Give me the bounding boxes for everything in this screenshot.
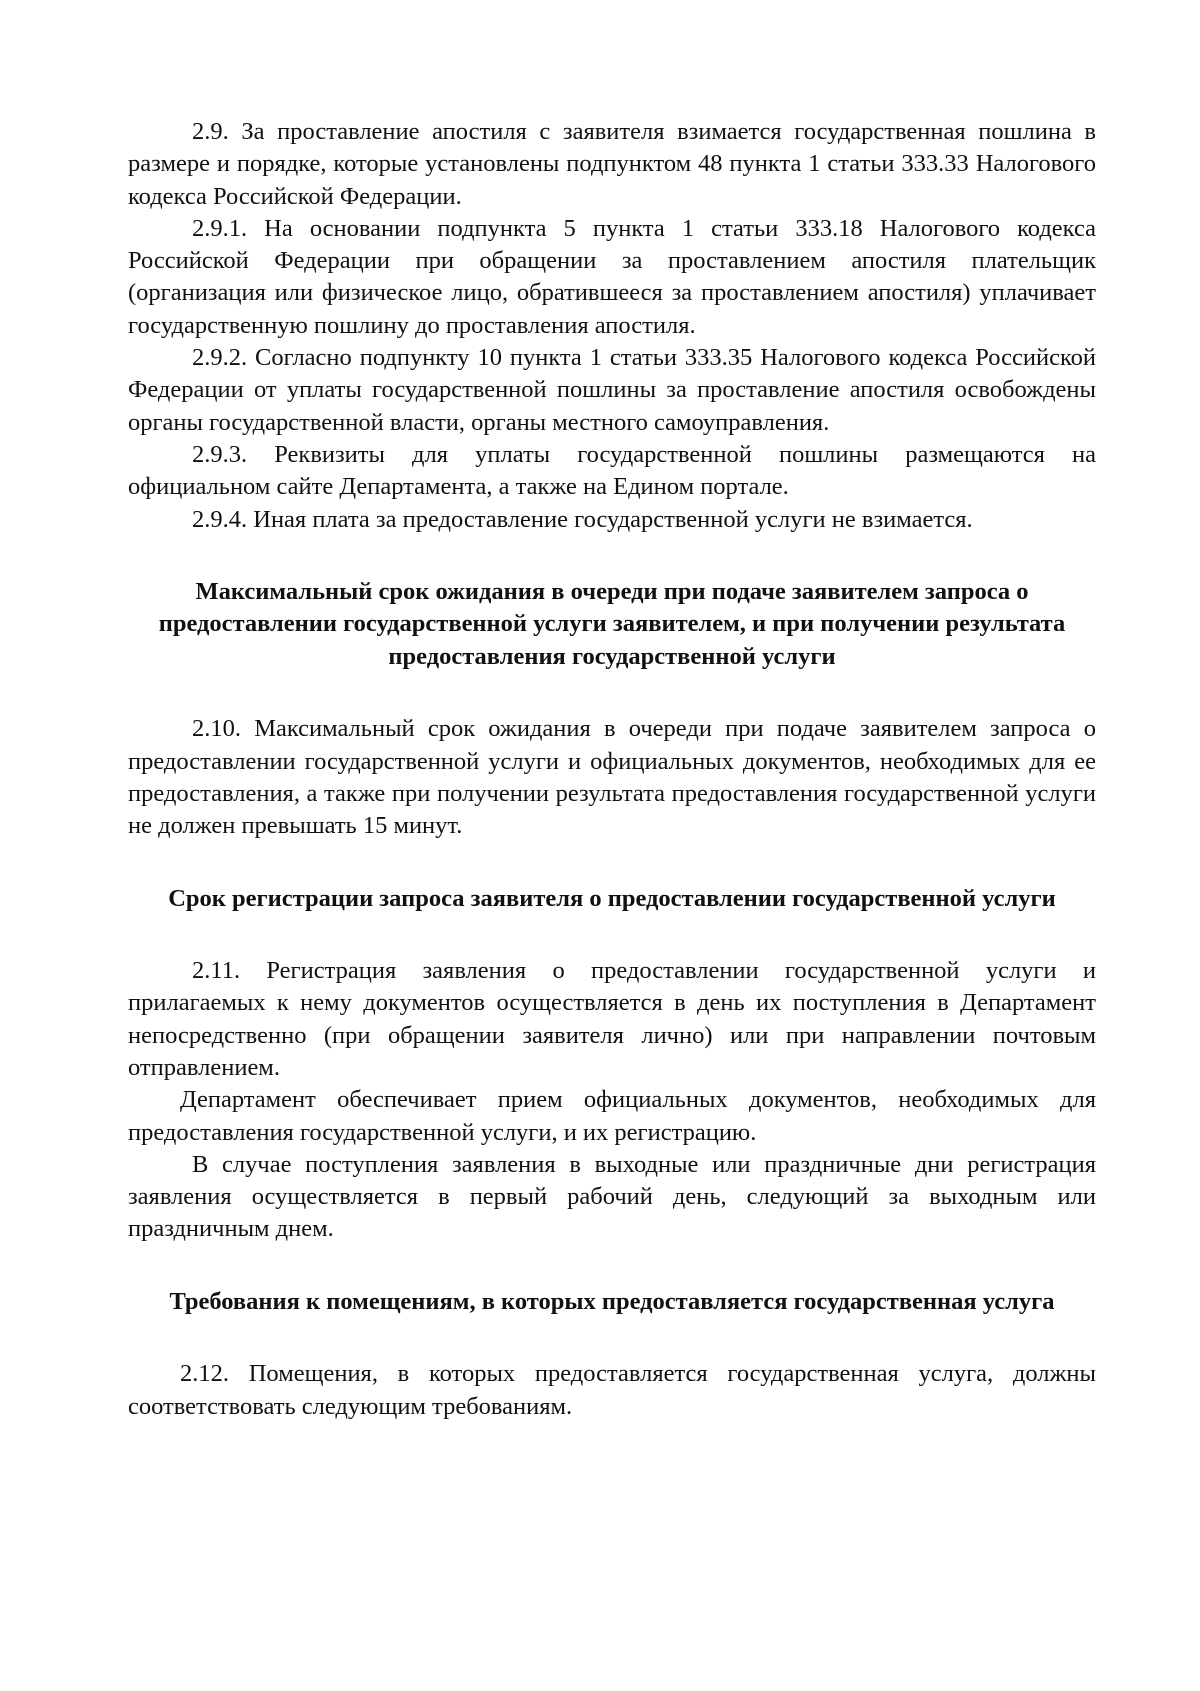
paragraph-2-11: 2.11. Регистрация заявления о предоставлении государственной услуги и прилагаемых к нему документов осуществляется в день их поступления в Департамент непосредственно (при обращении заявителя лично) или при направлении почтовым отправлением. xyxy=(128,957,1096,1081)
section-heading-registration: Срок регистрации запроса заявителя о предоставлении государственной услуги xyxy=(168,884,1056,912)
paragraph-2-9: 2.9. За проставление апостиля с заявителя взимается государственная пошлина в размере и порядке, которые установлены подпунктом 48 пункта 1 статьи 333.33 Налогового кодекса Российской Федерации. xyxy=(128,118,1096,210)
spacer xyxy=(128,915,1096,955)
spacer xyxy=(128,1246,1096,1286)
section-heading-queue: Максимальный срок ожидания в очереди при подаче заявителем запроса о предоставлении государственной услуги заявителем, и при получении результата предоставления государственной услуги xyxy=(158,577,1066,670)
paragraph-2-11-department: Департамент обеспечивает прием официальных документов, необходимых для предоставления государственной услуги, и их регистрацию. xyxy=(128,1086,1096,1146)
paragraph-2-9-1: 2.9.1. На основании подпункта 5 пункта 1 статьи 333.18 Налогового кодекса Российской Федерации при обращении за проставлением апостиля плательщик (организация или физическое лицо, обратившееся за проставлением апостиля) уплачивает государственную пошлину до проставления апостиля. xyxy=(128,214,1096,339)
paragraph-2-9-3: 2.9.3. Реквизиты для уплаты государственной пошлины размещаются на официальном сайте Департамента, а также на Едином портале. xyxy=(128,440,1096,501)
paragraph-2-9-4: 2.9.4. Иная плата за предоставление государственной услуги не взимается. xyxy=(192,505,973,533)
spacer xyxy=(128,536,1096,576)
paragraph-2-9-2: 2.9.2. Согласно подпункту 10 пункта 1 статьи 333.35 Налогового кодекса Российской Федерации от уплаты государственной пошлины за проставление апостиля освобождены органы государственной власти, органы местного самоуправления. xyxy=(128,344,1096,436)
spacer xyxy=(128,843,1096,883)
paragraph-2-11-holidays: В случае поступления заявления в выходные или праздничные дни регистрация заявления осуществляется в первый рабочий день, следующий за выходным или праздничным днем. xyxy=(128,1150,1096,1243)
spacer xyxy=(128,673,1096,713)
paragraph-2-12: 2.12. Помещения, в которых предоставляется государственная услуга, должны соответствовать следующим требованиям. xyxy=(128,1360,1096,1420)
paragraph-2-10: 2.10. Максимальный срок ожидания в очереди при подаче заявителем запроса о предоставлении государственной услуги и официальных документов, необходимых для ее предоставления, а также при получении результата предоставления государственной услуги не должен превышать 15 минут. xyxy=(128,715,1096,840)
spacer xyxy=(128,1318,1096,1358)
section-heading-premises: Требования к помещениям, в которых предоставляется государственная услуга xyxy=(169,1287,1055,1315)
